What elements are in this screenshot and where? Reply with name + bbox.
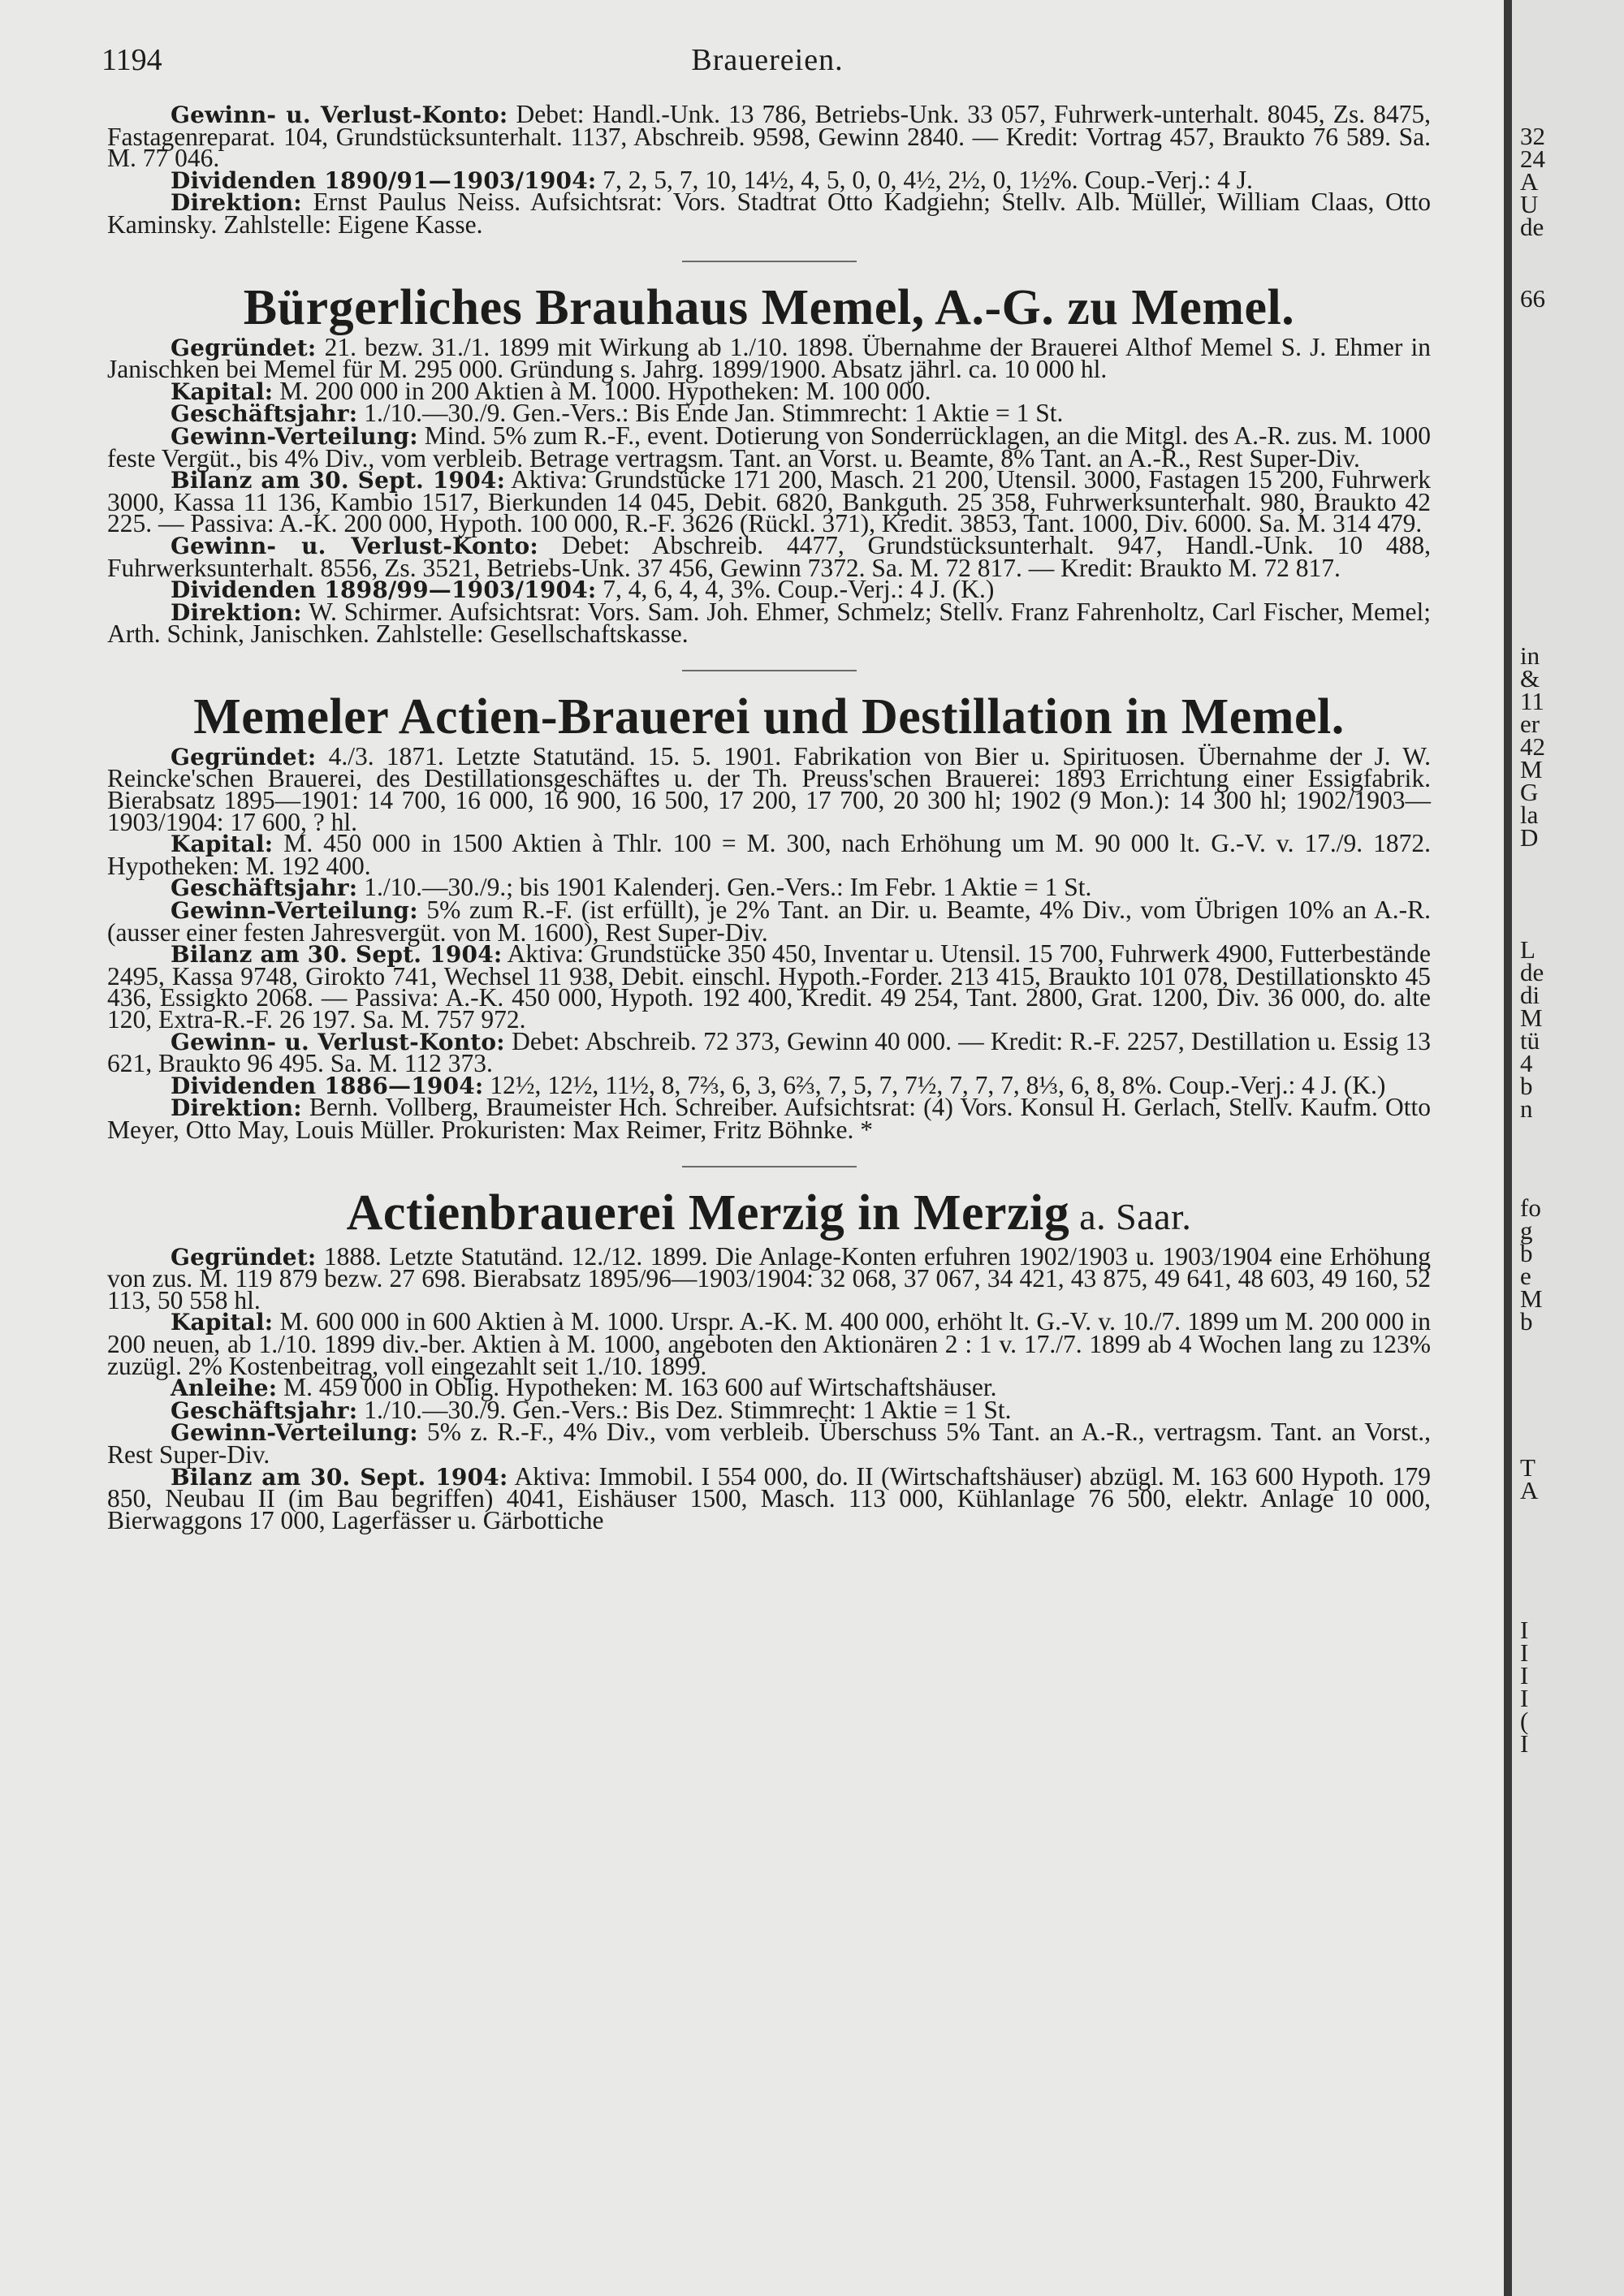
field-label: Kapital: (171, 1309, 274, 1336)
field-label: Kapital: (171, 831, 274, 858)
facing-page-fragment: L (1520, 935, 1535, 964)
facing-page-fragment: di (1520, 981, 1540, 1009)
field-label: Bilanz am 30. Sept. 1904: (171, 467, 506, 494)
field-text: 1./10.—30./9.; bis 1901 Kalenderj. Gen.-Vers.: Im Febr. 1 Aktie = 1 St. (357, 873, 1092, 902)
entry-paragraph (107, 465, 1431, 538)
field-text: M. 200 000 in 200 Aktien à M. 1000. Hypotheken: M. 100 000. (273, 376, 931, 405)
facing-page-fragment: & (1520, 664, 1540, 693)
facing-page-fragment: U (1520, 190, 1539, 218)
facing-page-fragment: M (1520, 1284, 1543, 1313)
field-label: Geschäftsjahr: (171, 400, 358, 428)
facing-page-fragment: g (1520, 1216, 1533, 1245)
field-text: Bernh. Vollberg, Braumeister Hch. Schreiber. Aufsichtsrat: (4) Vors. Konsul H. Gerlach, Stellv. Kaufm. Otto Meyer, Otto May, Louis Müller. Prokuristen: Max Reimer, Fritz Böhnke. * (107, 1093, 1431, 1144)
facing-page-fragment: n (1520, 1094, 1533, 1123)
facing-page-fragment: fo (1520, 1193, 1541, 1222)
company-title-suffix: a. Saar. (1069, 1195, 1192, 1237)
field-text: Aktiva: Grundstücke 350 450, Inventar u. Utensil. 15 700, Fuhrwerk 4900, Futterbestände 2495, Kassa 9748, Girokto 741, Wechsel 11 938, Debit. einschl. Hypoth.-Forder. 213 415, Braukto 101 078, Destillationskto 45 436, Essigkto 2068. — Passiva: A.-K. 450 000, Hypoth. 192 400, Kredit. 49 254, Tant. 2800, Grat. 1200, Div. 36 000, do. alte 120, Extra-R.-F. 26 197. Sa. M. 757 972. (107, 939, 1431, 1034)
company-entry-memel-buergerlich (107, 261, 1431, 649)
field-label: Direktion: (171, 598, 302, 626)
company-entry-merzig (107, 1166, 1431, 1532)
field-text: 7, 2, 5, 7, 10, 14½, 4, 5, 0, 0, 4½, 2½, 0, 1½%. Coup.-Verj.: 4 J. (596, 165, 1253, 194)
field-label: Gewinn-Verteilung: (171, 897, 418, 925)
facing-page-fragment: b (1520, 1239, 1533, 1267)
field-label: Geschäftsjahr: (171, 1396, 358, 1424)
field-text: Ernst Paulus Neiss. Aufsichtsrat: Vors. Stadtrat Otto Kadgiehn; Stellv. Alb. Müller, William Claas, Otto Kaminsky. Zahlstelle: Eigene Kasse. (107, 188, 1431, 239)
field-text: 1./10.—30./9. Gen.-Vers.: Bis Ende Jan. Stimmrecht: 1 Aktie = 1 St. (357, 399, 1064, 428)
field-text: 12½, 12½, 11½, 8, 7⅔, 6, 3, 6⅔, 7, 5, 7, 7½, 7, 7, 7, 8⅓, 6, 8, 8%. Coup.-Verj.: 4 J. (K.) (483, 1070, 1386, 1099)
entry-paragraph (107, 1026, 1431, 1078)
page-header (102, 42, 1433, 83)
facing-page-fragment: 66 (1520, 284, 1545, 313)
section-divider (682, 670, 857, 671)
facing-page-fragment: A (1520, 167, 1539, 196)
facing-page-fragment: b (1520, 1072, 1533, 1100)
company-title (107, 688, 1431, 746)
field-text: Debet: Abschreib. 72 373, Gewinn 40 000. — Kredit: R.-F. 2257, Destillation u. Essig 13 621, Braukto 96 495. Sa. M. 112 373. (107, 1026, 1431, 1078)
field-text: Aktiva: Immobil. I 554 000, do. II (Wirtschaftshäuser) abzügl. M. 163 600 Hypoth. 179 850, Neubau II (im Bau begriffen) 4041, Eishäuser 1500, Masch. 113 000, Kühlanlage 76 500, elektr. Anlage 10 000, Bierwaggons 17 000, Lagerfässer u. Gärbottiche (107, 1461, 1431, 1534)
facing-page-fragment: 4 (1520, 1049, 1533, 1077)
field-text: Debet: Handl.-Unk. 13 786, Betriebs-Unk. 33 057, Fuhrwerk-unterhalt. 8045, Zs. 8475, Fastagenreparat. 104, Grundstücksunterhalt. 1137, Abschreib. 9598, Gewinn 2840. — Kredit: Vortrag 457, Braukto 76 589. Sa. M. 77 046. (107, 100, 1431, 173)
field-text: W. Schirmer. Aufsichtsrat: Vors. Sam. Joh. Ehmer, Schmelz; Stellv. Franz Fahrenholtz, Carl Fischer, Memel; Arth. Schink, Janischken. Zahlstelle: Gesellschaftskasse. (107, 597, 1431, 649)
section-divider (682, 1166, 857, 1167)
field-label: Gewinn- u. Verlust-Konto: (171, 101, 508, 128)
field-text: 21. bezw. 31./1. 1899 mit Wirkung ab 1./10. 1898. Übernahme der Brauerei Althof Memel S. J. Ehmer in Janischken bei Memel für M. 295 000. Gründung s. Jahrg. 1899/1900. Absatz jährl. ca. 10 000 hl. (107, 332, 1431, 384)
field-text: Debet: Abschreib. 4477, Grundstücksunterhalt. 947, Handl.-Unk. 10 488, Fuhrwerksunterhalt. 8556, Zs. 3521, Betriebs-Unk. 37 456, Gewinn 7372. Sa. M. 72 817. — Kredit: Braukto M. 72 817. (107, 530, 1431, 582)
field-text: 5% zum R.-F. (ist erfüllt), je 2% Tant. an Dir. u. Beamte, 4% Div., vom Übrigen 10% an A.-R. (ausser einer festen Jahresvergüt. von M. 1600), Rest Super-Div. (107, 896, 1431, 947)
facing-page-fragment: I (1520, 1729, 1529, 1758)
facing-page-fragment: e (1520, 1262, 1531, 1290)
company-title-text: Memeler Actien-Brauerei und Destillation in Memel. (193, 688, 1345, 744)
facing-page-fragment: A (1520, 1476, 1539, 1504)
company-entry-previous (107, 100, 1431, 239)
facing-page-fragment: M (1520, 755, 1543, 783)
company-title (107, 278, 1431, 337)
field-label: Geschäftsjahr: (171, 874, 358, 902)
field-label: Direktion: (171, 189, 302, 217)
field-label: Gegründet: (171, 334, 317, 361)
entry-paragraph (107, 1307, 1431, 1380)
field-label: Gewinn-Verteilung: (171, 422, 418, 450)
entry-paragraph (107, 829, 1431, 880)
page-number: 1194 (102, 43, 162, 77)
field-label: Anleihe: (171, 1375, 278, 1402)
field-text: 1./10.—30./9. Gen.-Vers.: Bis Dez. Stimmrecht: 1 Aktie = 1 St. (357, 1395, 1012, 1424)
entry-paragraph (107, 1461, 1431, 1534)
field-text: M. 450 000 in 1500 Aktien à Thlr. 100 = M. 300, nach Erhöhung um M. 90 000 lt. G.-V. v. 17./9. 1872. Hypotheken: M. 192 400. (107, 829, 1431, 880)
facing-page-fragment: M (1520, 1003, 1543, 1032)
entry-paragraph (107, 332, 1431, 384)
company-title-text: Actienbrauerei Merzig in Merzig (346, 1185, 1070, 1241)
field-label: Bilanz am 30. Sept. 1904: (171, 1463, 508, 1491)
field-label: Direktion: (171, 1094, 302, 1122)
facing-page-fragment: 11 (1520, 687, 1544, 715)
entry-paragraph (107, 741, 1431, 836)
book-gutter (1504, 0, 1512, 2296)
facing-page-fragment: I (1520, 1616, 1529, 1644)
field-text: 5% z. R.-F., 4% Div., vom verbleib. Überschuss 5% Tant. an A.-R., vertragsm. Tant. an Vorst., Rest Super-Div. (107, 1418, 1431, 1469)
entry-paragraph (107, 421, 1431, 473)
entry-paragraph (107, 188, 1431, 239)
entry-paragraph (107, 939, 1431, 1034)
field-label: Gewinn-Verteilung: (171, 1419, 418, 1447)
company-title-text: Bürgerliches Brauhaus Memel, A.-G. zu Memel. (243, 279, 1295, 335)
field-label: Dividenden 1898/99—1903/1904: (171, 576, 597, 604)
entry-paragraph (107, 100, 1431, 173)
section-divider (682, 261, 857, 262)
facing-page-fragment: b (1520, 1307, 1533, 1336)
field-label: Dividenden 1890/91—1903/1904: (171, 166, 597, 194)
facing-page-fragment: er (1520, 710, 1540, 738)
facing-page-fragment: ( (1520, 1707, 1529, 1735)
field-text: Mind. 5% zum R.-F., event. Dotierung von Sonderrücklagen, an die Mitgl. des A.-R. zus. M. 1000 feste Vergüt., bis 4% Div., vom verbleib. Betrage vertragsm. Tant. an Vorst. u. Beamte, 8% Tant. an A.-R., Rest Super-Div. (107, 421, 1431, 473)
facing-page-fragment: D (1520, 823, 1539, 852)
facing-page-fragment: 32 (1520, 122, 1545, 150)
field-text: 4./3. 1871. Letzte Statutänd. 15. 5. 1901. Fabrikation von Bier u. Spirituosen. Übernahme der J. W. Reincke'schen Brauerei, des Destillationsgeschäftes u. der Th. Preuss'schen Brauerei: 1893 Errichtung einer Essigfabrik. Bierabsatz 1895—1901: 14 700, 16 000, 16 900, 16 500, 17 200, 17 700, 20 300 hl; 1902 (9 Mon.): 14 300 hl; 1902/1903—1903/1904: 17 600, ? hl. (107, 741, 1431, 836)
facing-page-fragment: la (1520, 801, 1539, 829)
field-text: 7, 4, 6, 4, 4, 3%. Coup.-Verj.: 4 J. (K.) (596, 575, 995, 604)
facing-page-fragment: tü (1520, 1026, 1540, 1055)
document-content (107, 100, 1431, 1534)
facing-page-fragment: de (1520, 958, 1544, 986)
field-text: M. 600 000 in 600 Aktien à M. 1000. Urspr. A.-K. M. 400 000, erhöht lt. G.-V. v. 10./7. 1899 um M. 200 000 in 200 neuen, ab 1./10. 1899 div.-ber. Aktien à M. 1000, angeboten den Aktionären 2 : 1 v. 17./7. 1899 ab 4 Wochen lang zu 123% zuzügl. 2% Kostenbeitrag, voll eingezahlt seit 1./10. 1899. (107, 1307, 1431, 1380)
field-label: Dividenden 1886—1904: (171, 1072, 484, 1099)
facing-page-fragment: T (1520, 1453, 1535, 1482)
facing-page-edge (1512, 0, 1624, 2296)
company-entry-memeler-actien (107, 670, 1431, 1142)
running-title: Brauereien. (691, 43, 844, 77)
facing-page-fragment: I (1520, 1638, 1529, 1667)
facing-page-fragment: G (1520, 778, 1539, 806)
field-label: Gegründet: (171, 1243, 317, 1271)
field-label: Gewinn- u. Verlust-Konto: (171, 532, 538, 559)
facing-page-fragment: in (1520, 641, 1540, 670)
field-text: Aktiva: Grundstücke 171 200, Masch. 21 200, Utensil. 3000, Fastagen 15 200, Fuhrwerk 3000, Kassa 11 136, Kambio 1517, Bierkunden 14 045, Debit. 6820, Bankguth. 25 358, Fuhrwerksunterhalt. 980, Braukto 42 225. — Passiva: A.-K. 200 000, Hypoth. 100 000, R.-F. 3626 (Rückl. 371), Kredit. 3853, Tant. 1000, Div. 6000. Sa. M. 314 479. (107, 465, 1431, 538)
entry-paragraph (107, 597, 1431, 649)
facing-page-fragment: de (1520, 213, 1544, 241)
field-label: Kapital: (171, 378, 274, 405)
entry-paragraph (107, 530, 1431, 582)
entry-paragraph (107, 896, 1431, 947)
entry-paragraph (107, 1241, 1431, 1314)
company-title (107, 1184, 1431, 1246)
facing-page-fragment: I (1520, 1661, 1529, 1690)
field-label: Bilanz am 30. Sept. 1904: (171, 941, 503, 969)
facing-page-fragment: I (1520, 1684, 1529, 1712)
entry-paragraph (107, 1418, 1431, 1469)
facing-page-fragment: 42 (1520, 732, 1545, 761)
facing-page-fragment: 24 (1520, 145, 1545, 173)
field-label: Gegründet: (171, 743, 317, 770)
field-label: Gewinn- u. Verlust-Konto: (171, 1028, 505, 1055)
field-text: 1888. Letzte Statutänd. 12./12. 1899. Die Anlage-Konten erfuhren 1902/1903 u. 1903/1904 eine Erhöhung von zus. M. 119 879 bezw. 27 698. Bierabsatz 1895/96—1903/1904: 32 068, 37 067, 34 421, 43 875, 49 641, 48 603, 49 160, 52 113, 50 558 hl. (107, 1241, 1431, 1314)
field-text: M. 459 000 in Oblig. Hypotheken: M. 163 600 auf Wirtschaftshäuser. (277, 1373, 997, 1402)
entry-paragraph (107, 1093, 1431, 1144)
